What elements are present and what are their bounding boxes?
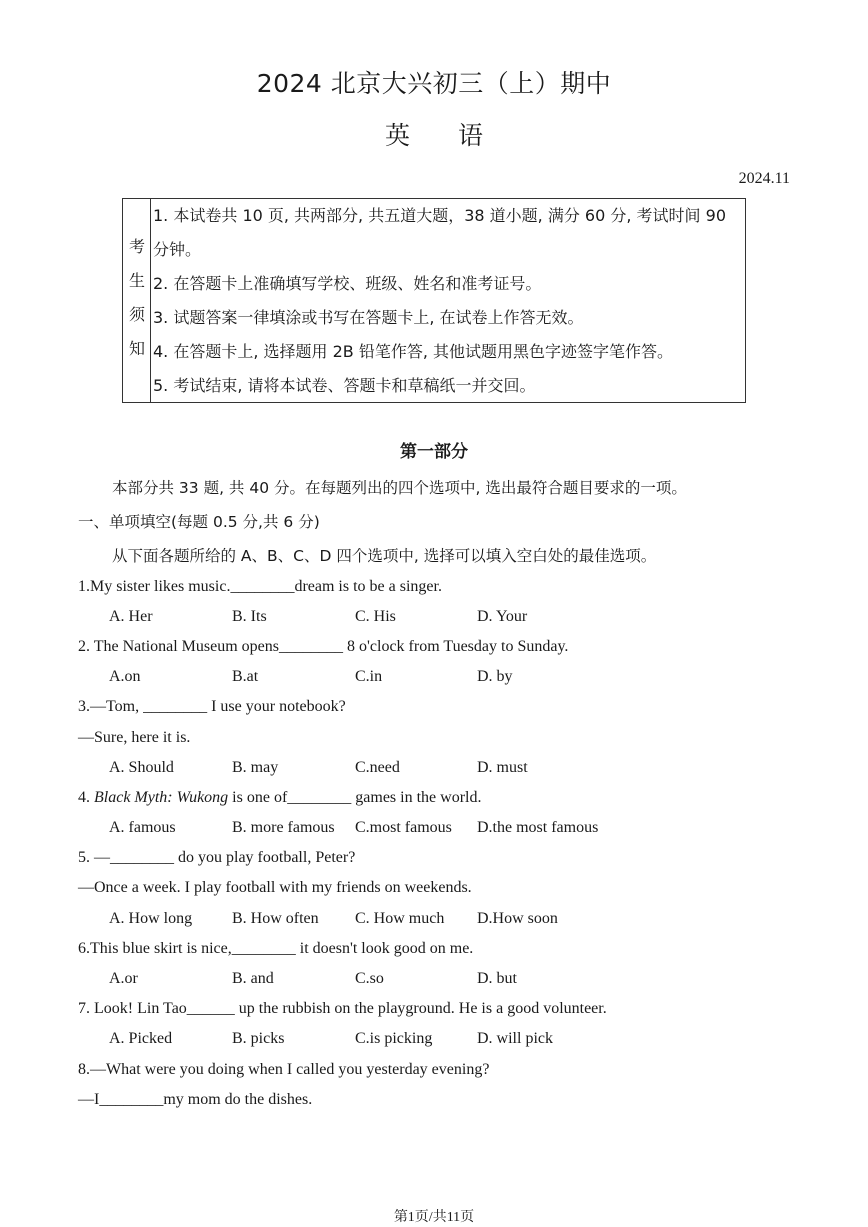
notice-label-char: 考: [129, 237, 146, 256]
question-3-reply: —Sure, here it is.: [78, 729, 191, 746]
option-d: D. but: [477, 970, 517, 987]
question-2-text: 2. The National Museum opens________ 8 o'clock from Tuesday to Sunday.: [78, 638, 569, 655]
notice-label-char: 生: [129, 271, 146, 290]
question-7-text: 7. Look! Lin Tao______ up the rubbish on the playground. He is a good volunteer.: [78, 1000, 607, 1017]
subject-title: 英 语: [385, 121, 483, 150]
part-title: 第一部分: [400, 442, 468, 462]
section-instruction: 从下面各题所给的 A、B、C、D 四个选项中, 选择可以填入空白处的最佳选项。: [112, 547, 657, 565]
notice-line: 1. 本试卷共 10 页, 共两部分, 共五道大题，38 道小题, 满分 60 分, 考试时间 90: [153, 206, 726, 225]
section-title: 一、单项填空(每题 0.5 分,共 6 分): [78, 513, 320, 531]
option-a: A. Her: [109, 608, 153, 625]
question-4-game-title: Black Myth: Wukong: [94, 789, 229, 806]
option-c: C.most famous: [355, 819, 452, 836]
option-c: C.need: [355, 759, 400, 776]
option-d: D. will pick: [477, 1030, 553, 1047]
notice-line: 5. 考试结束, 请将本试卷、答题卡和草稿纸一并交回。: [153, 376, 536, 395]
option-d: D. must: [477, 759, 528, 776]
option-d: D. Your: [477, 608, 528, 625]
notice-line: 2. 在答题卡上准确填写学校、班级、姓名和准考证号。: [153, 274, 542, 293]
option-d: D.How soon: [477, 910, 558, 927]
notice-line: 分钟。: [153, 240, 202, 259]
question-4-prefix: 4.: [78, 789, 94, 806]
notice-label-char: 须: [129, 305, 146, 324]
question-4-text: [78, 789, 481, 807]
option-a: A.or: [109, 970, 138, 987]
question-3-text: 3.—Tom, ________ I use your notebook?: [78, 698, 346, 715]
option-a: A. Picked: [109, 1030, 173, 1047]
question-5-reply: —Once a week. I play football with my friends on weekends.: [78, 879, 472, 896]
notice-text: [153, 199, 747, 403]
option-d: D. by: [477, 668, 513, 685]
notice-label-column: [123, 199, 151, 402]
option-b: B. may: [232, 759, 279, 776]
candidate-notice-box: [122, 198, 746, 403]
option-b: B. How often: [232, 910, 319, 927]
notice-line: 4. 在答题卡上, 选择题用 2B 铅笔作答, 其他试题用黑色字迹签字笔作答。: [153, 342, 674, 361]
question-4-suffix: is one of________ games in the world.: [228, 789, 482, 806]
notice-line: 3. 试题答案一律填涂或书写在答题卡上, 在试卷上作答无效。: [153, 308, 584, 327]
option-c: C.is picking: [355, 1030, 433, 1047]
exam-title: 2024 北京大兴初三（上）期中: [256, 69, 612, 98]
option-c: C. How much: [355, 910, 445, 927]
option-a: A. famous: [109, 819, 176, 836]
option-a: A. Should: [109, 759, 174, 776]
option-a: A.on: [109, 668, 141, 685]
option-c: C. His: [355, 608, 396, 625]
option-b: B. and: [232, 970, 274, 987]
option-b: B. more famous: [232, 819, 335, 836]
option-b: B. Its: [232, 608, 267, 625]
option-c: C.so: [355, 970, 384, 987]
question-8-reply: —I________my mom do the dishes.: [78, 1091, 313, 1108]
page-footer: 第1页/共11页: [393, 1210, 475, 1225]
question-8-text: 8.—What were you doing when I called you yesterday evening?: [78, 1061, 490, 1078]
option-c: C.in: [355, 668, 383, 685]
option-b: B.at: [232, 668, 259, 685]
notice-label-char: 知: [129, 339, 146, 358]
question-5-text: 5. —________ do you play football, Peter?: [78, 849, 356, 866]
option-b: B. picks: [232, 1030, 285, 1047]
option-a: A. How long: [109, 910, 193, 927]
question-1-text: 1.My sister likes music.________dream is to be a singer.: [78, 578, 442, 595]
exam-date: 2024.11: [738, 170, 790, 187]
question-6-text: 6.This blue skirt is nice,________ it doesn't look good on me.: [78, 940, 474, 957]
part-intro: 本部分共 33 题, 共 40 分。在每题列出的四个选项中, 选出最符合题目要求的一项。: [112, 479, 687, 497]
option-d: D.the most famous: [477, 819, 599, 836]
